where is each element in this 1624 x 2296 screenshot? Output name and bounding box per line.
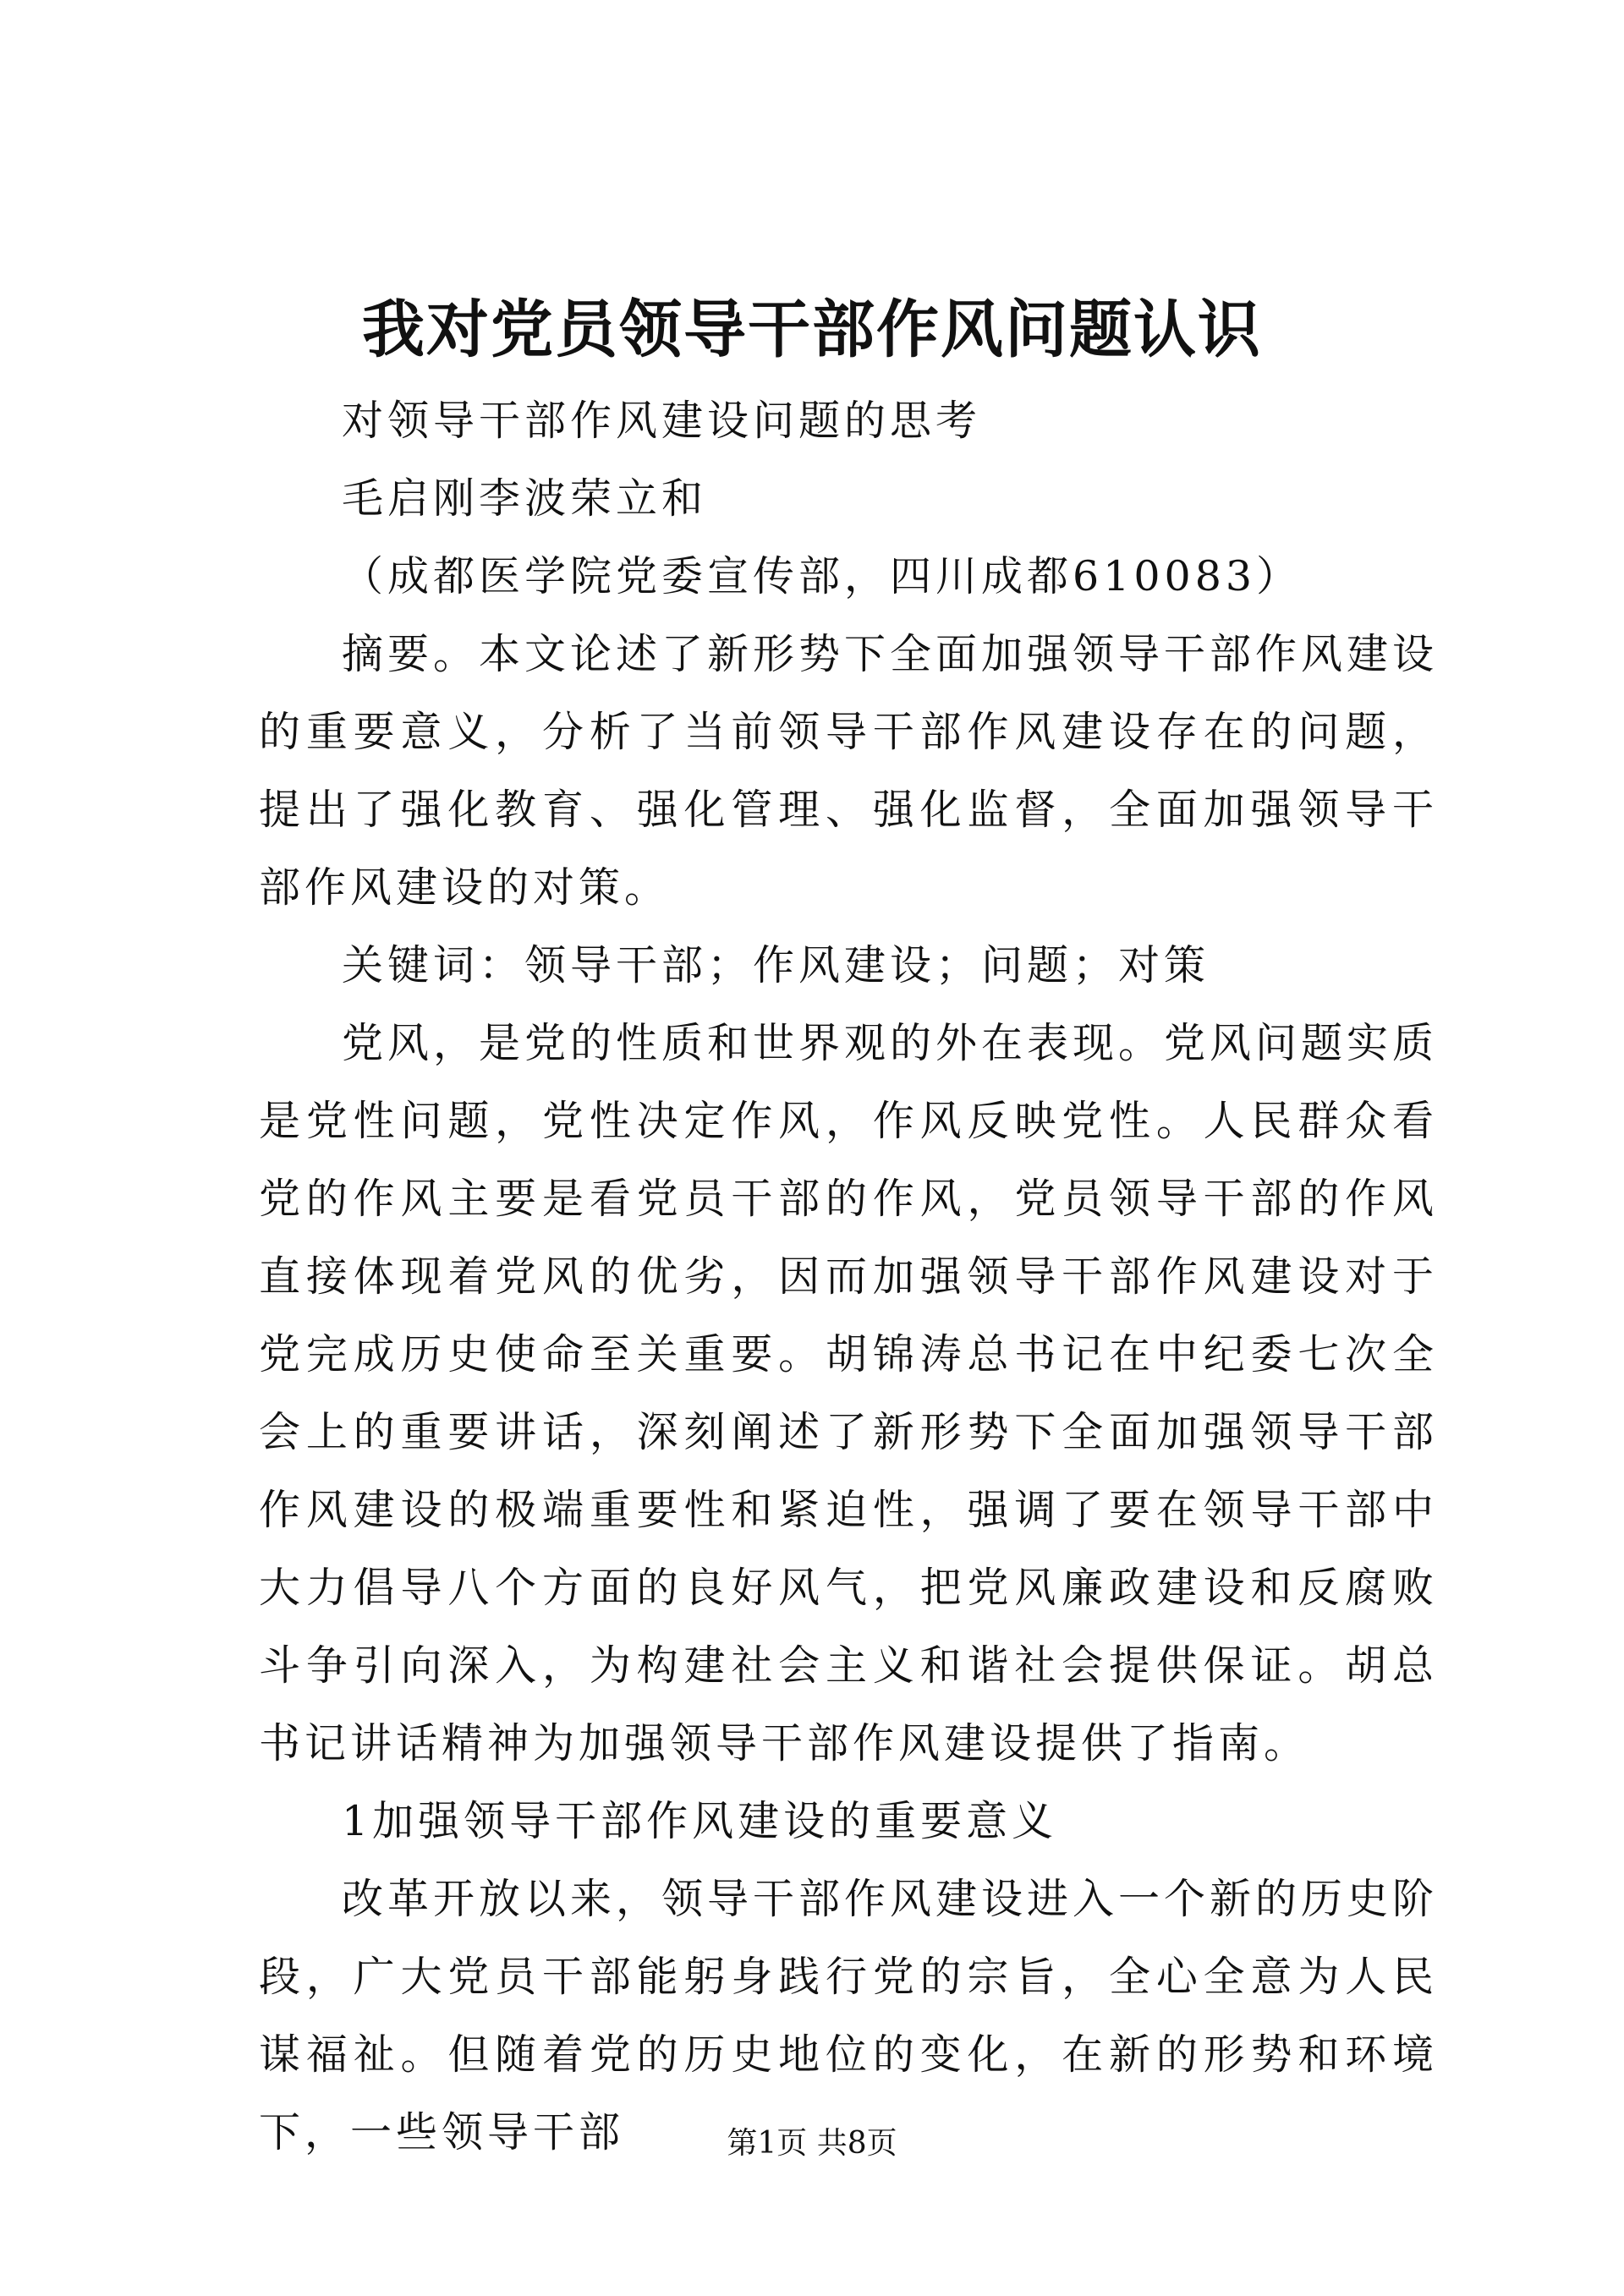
intro-paragraph: 党风，是党的性质和世界观的外在表现。党风问题实质是党性问题，党性决定作风，作风反映党性。人民群众看党的作风主要是看党员干部的作风，党员领导干部的作风直接体现着党风的优劣，因而加强领导干部作风建设对于党完成历史使命至关重要。胡锦涛总书记在中纪委七次全会上的重要讲话，深刻阐述了新形势下全面加强领导干部作风建设的极端重要性和紧迫性，强调了要在领导干部中大力倡导八个方面的良好风气，把党风廉政建设和反腐败斗争引向深入，为构建社会主义和谐社会提供保证。胡总书记讲话精神为加强领导干部作风建设提供了指南。: [259, 1019, 1439, 1767]
authors-paragraph: 毛启刚李波荣立和: [342, 474, 708, 523]
keywords-paragraph: 关键词：领导干部；作风建设；问题；对策: [342, 941, 1210, 989]
abstract-paragraph: 摘要。本文论述了新形势下全面加强领导干部作风建设的重要意义，分析了当前领导干部作风建设存在的问题，提出了强化教育、强化管理、强化监督，全面加强领导干部作风建设的对策。: [259, 630, 1439, 912]
affiliation-paragraph: （成都医学院党委宣传部，四川成都610083）: [342, 552, 1303, 600]
page-footer: 第1页 共8页: [727, 2126, 897, 2161]
section-paragraph: 改革开放以来，领导干部作风建设进入一个新的历史阶段，广大党员干部能躬身践行党的宗旨，全心全意为人民谋福祉。但随着党的历史地位的变化，在新的形势和环境下，一些领导干部: [259, 1875, 1439, 2156]
document-title: 我对党员领导干部作风问题认识: [362, 293, 1262, 366]
subtitle-paragraph: 对领导干部作风建设问题的思考: [342, 397, 982, 445]
document-body: [259, 382, 1438, 2172]
section-heading: 1加强领导干部作风建设的重要意义: [342, 1797, 1058, 1845]
